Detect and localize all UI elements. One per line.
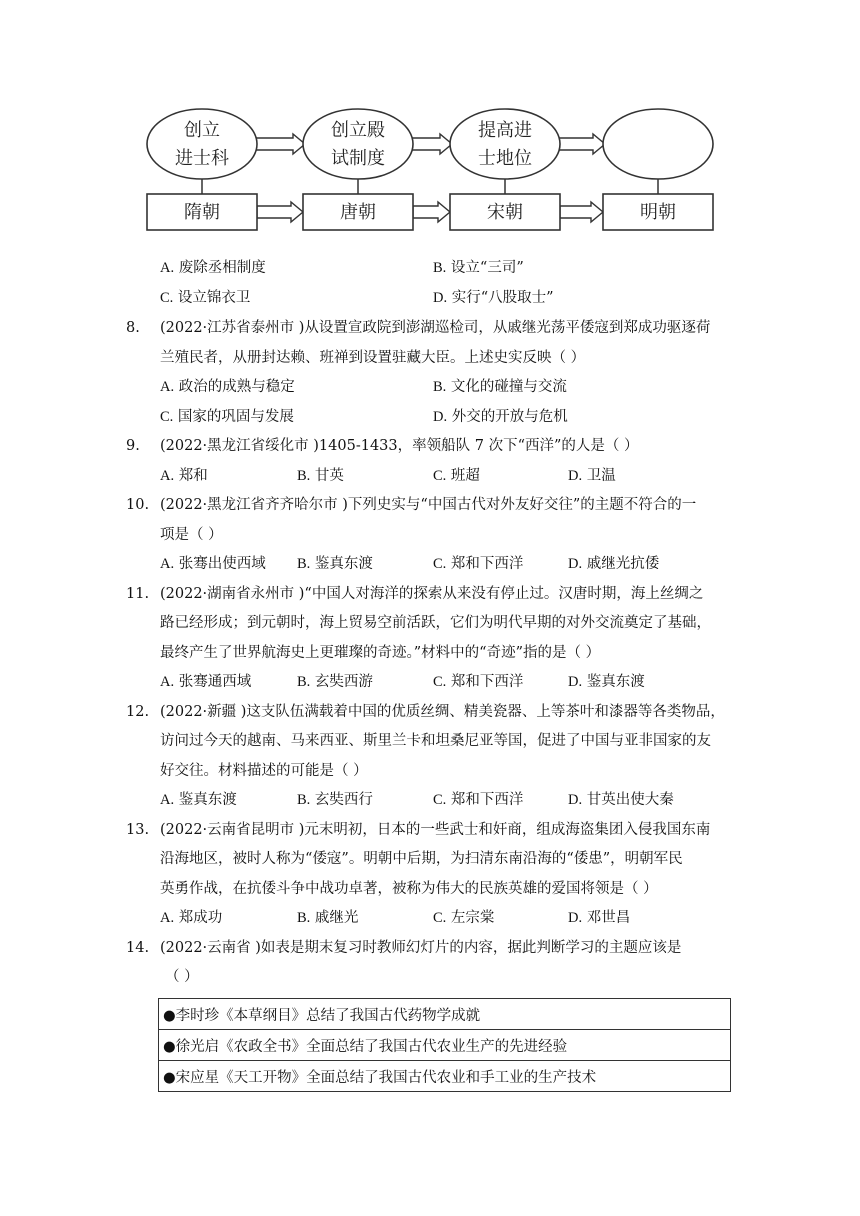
- q9-option-c[interactable]: C. 班超: [433, 467, 480, 484]
- q11-option-b[interactable]: B. 玄奘西游: [297, 674, 373, 690]
- diagram-bottom-label: 唐朝: [340, 202, 376, 223]
- q10-option-b[interactable]: B. 鉴真东渡: [297, 556, 373, 572]
- table-cell: ●徐光启《农政全书》全面总结了我国古代农业生产的先进经验: [159, 1030, 731, 1061]
- diagram-top-label: 进士科: [175, 148, 229, 169]
- diagram-top-node-1: [147, 109, 257, 179]
- question-text-line: 好交往。材料描述的可能是（ ）: [160, 762, 368, 779]
- q8-option-a[interactable]: A. 政治的成熟与稳定: [160, 379, 295, 395]
- question-text-line: 兰殖民者，从册封达赖、班禅到设置驻藏大臣。上述史实反映（ ）: [160, 349, 586, 366]
- q10-option-d[interactable]: D. 戚继光抗倭: [568, 556, 660, 572]
- diagram-bottom-node-1: [147, 194, 257, 230]
- bottom-arrow-3: [560, 202, 603, 222]
- diagram-top-node-2: [303, 109, 413, 179]
- q12-option-a[interactable]: A. 鉴真东渡: [160, 792, 237, 808]
- top-arrow-3: [558, 134, 605, 154]
- question-text-line: 路已经形成；到元朝时，海上贸易空前活跃，它们为明代早期的对外交流奠定了基础，: [160, 615, 711, 631]
- diagram-top-label: 创立殿: [331, 120, 385, 141]
- top-arrow-2: [411, 134, 452, 154]
- q11-option-c[interactable]: C. 郑和下西洋: [433, 674, 524, 690]
- table-row: [159, 1061, 731, 1092]
- diagram-bottom-node-2: [303, 194, 413, 230]
- question-text-line: 访问过今天的越南、马来西亚、斯里兰卡和坦桑尼亚等国，促进了中国与亚非国家的友: [160, 733, 711, 749]
- diagram-bottom-label: 宋朝: [487, 202, 523, 223]
- q7-option-c[interactable]: C. 设立锦衣卫: [160, 290, 251, 306]
- question-text-line: (2022·黑龙江省齐齐哈尔市 )下列史实与“中国古代对外友好交往”的主题不符合的一: [160, 497, 697, 513]
- table-cell: ●李时珍《本草纲目》总结了我国古代药物学成就: [159, 999, 731, 1030]
- q7-option-a[interactable]: A. 废除丞相制度: [160, 260, 266, 276]
- q13-option-c[interactable]: C. 左宗棠: [433, 910, 495, 926]
- question-text-line: (2022·江苏省泰州市 )从设置宣政院到澎湖巡检司，从戚继光荡平倭寇到郑成功驱逐荷: [160, 320, 711, 336]
- question-number: 14.: [126, 939, 150, 956]
- q11-option-a[interactable]: A. 张骞通西域: [160, 674, 252, 690]
- table-row: [159, 999, 731, 1030]
- bottom-arrow-1: [257, 202, 303, 222]
- q10-option-a[interactable]: A. 张骞出使西域: [160, 556, 266, 572]
- q13-option-b[interactable]: B. 戚继光: [297, 910, 359, 926]
- slide-content-table: [158, 998, 731, 1092]
- diagram-top-label: 试制度: [331, 148, 385, 169]
- q11-option-d[interactable]: D. 鉴真东渡: [568, 674, 645, 690]
- diagram-top-label: 士地位: [478, 148, 532, 169]
- question-text-line: (2022·湖南省永州市 )“中国人对海洋的探索从来没有停止过。汉唐时期，海上丝绸之: [160, 585, 704, 602]
- q12-option-c[interactable]: C. 郑和下西洋: [433, 792, 524, 808]
- question-text-line: （ ）: [165, 969, 199, 985]
- diagram-top-label: 提高进: [478, 120, 532, 141]
- question-number: 8.: [126, 320, 140, 336]
- question-text-line: (2022·云南省昆明市 )元末明初，日本的一些武士和奸商，组成海盗集团入侵我国东南: [160, 821, 711, 838]
- diagram-top-node-3: [450, 109, 560, 179]
- diagram-top-label: 创立: [184, 120, 220, 141]
- q8-option-d[interactable]: D. 外交的开放与危机: [433, 408, 568, 425]
- question-text-line: 最终产生了世界航海史上更璀璨的奇迹。”材料中的“奇迹”指的是（ ）: [160, 644, 601, 661]
- question-text-line: 英勇作战，在抗倭斗争中战功卓著，被称为伟大的民族英雄的爱国将领是（ ）: [160, 880, 658, 897]
- q8-option-b[interactable]: B. 文化的碰撞与交流: [433, 379, 567, 395]
- q9-option-b[interactable]: B. 甘英: [297, 467, 344, 484]
- question-number: 10.: [126, 497, 150, 513]
- diagram-bottom-label: 隋朝: [184, 202, 220, 223]
- question-number: 9.: [126, 438, 140, 454]
- diagram-top-node-4: [603, 109, 713, 179]
- bottom-arrow-2: [413, 202, 450, 222]
- question-number: 12.: [126, 703, 150, 720]
- q7-option-d[interactable]: D. 实行“八股取士”: [433, 290, 554, 306]
- q8-option-c[interactable]: C. 国家的巩固与发展: [160, 408, 294, 425]
- q12-option-d[interactable]: D. 甘英出使大秦: [568, 792, 674, 808]
- q10-option-c[interactable]: C. 郑和下西洋: [433, 556, 524, 572]
- question-text-line: (2022·云南省 )如表是期末复习时教师幻灯片的内容，据此判断学习的主题应该是: [160, 939, 682, 956]
- diagram-bottom-label: 明朝: [640, 202, 676, 223]
- question-text-line: 沿海地区，被时人称为“倭寇”。明朝中后期，为扫清东南沿海的“倭患”，明朝军民: [160, 851, 683, 867]
- question-text-line: (2022·新疆 )这支队伍满载着中国的优质丝绸、精美瓷器、上等茶叶和漆器等各类物品，: [160, 703, 725, 720]
- table-row: [159, 1030, 731, 1061]
- question-text-line: (2022·黑龙江省绥化市 )1405-1433，率领船队 7 次下“西洋”的人是（ ）: [160, 438, 639, 454]
- diagram-bottom-node-3: [450, 194, 560, 230]
- q9-option-d[interactable]: D. 卫温: [568, 467, 616, 484]
- table-cell: ●宋应星《天工开物》全面总结了我国古代农业和手工业的生产技术: [159, 1061, 731, 1092]
- q7-option-b[interactable]: B. 设立“三司”: [433, 260, 524, 276]
- diagram-bottom-node-4: [603, 194, 713, 230]
- question-text-line: 项是（ ）: [160, 526, 223, 543]
- q13-option-a[interactable]: A. 郑成功: [160, 910, 223, 926]
- q12-option-b[interactable]: B. 玄奘西行: [297, 792, 373, 808]
- question-number: 11.: [126, 585, 150, 602]
- top-arrow-1: [255, 134, 305, 154]
- flow-diagram: [145, 104, 720, 234]
- q13-option-d[interactable]: D. 邓世昌: [568, 910, 631, 926]
- q9-option-a[interactable]: A. 郑和: [160, 467, 208, 484]
- question-number: 13.: [126, 821, 150, 838]
